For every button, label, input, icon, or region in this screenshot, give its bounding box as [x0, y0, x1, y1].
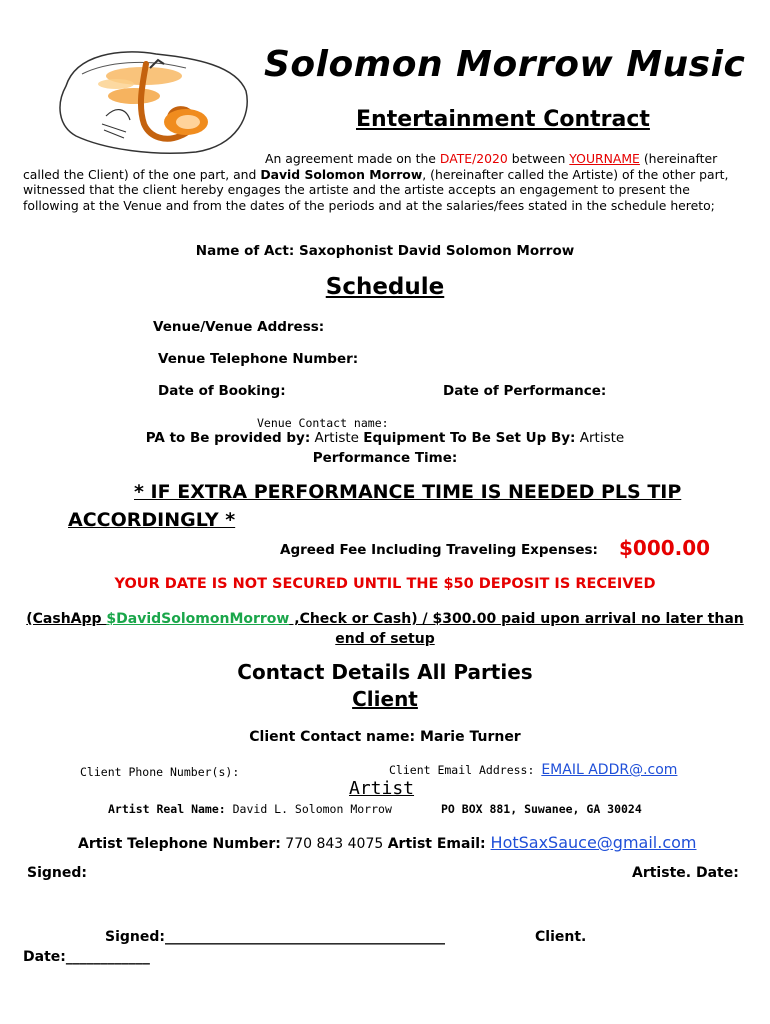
equipment-label: Equipment To Be Set Up By:	[363, 430, 576, 446]
intro-text-4: called the Client) of the one part, and	[23, 166, 261, 182]
cashapp-link[interactable]: $DavidSolomonMorrow	[106, 611, 290, 627]
intro-paragraph	[23, 151, 748, 213]
artist-real-name-line	[108, 802, 392, 816]
pa-equipment-line	[0, 430, 770, 446]
venue-contact-label: Venue Contact name:	[257, 416, 389, 430]
artist-heading: Artist	[349, 778, 415, 799]
artist-telephone-line	[78, 833, 697, 852]
artist-real-name-value: David L. Solomon Morrow	[232, 802, 392, 816]
payment-text-1: (CashApp	[26, 611, 107, 627]
venue-telephone-label: Venue Telephone Number:	[158, 351, 359, 367]
venue-address-label: Venue/Venue Address:	[153, 319, 325, 335]
date-of-booking-label: Date of Booking:	[158, 383, 286, 399]
intro-artist-name: David Solomon Morrow	[260, 166, 423, 182]
brand-title: Solomon Morrow Music	[264, 44, 746, 85]
deposit-notice: YOUR DATE IS NOT SECURED UNTIL THE $50 DEPOSIT IS RECEIVED	[114, 576, 656, 592]
intro-text-3: (hereinafter	[639, 151, 718, 166]
equipment-value: Artiste	[575, 430, 625, 446]
fee-label: Agreed Fee Including Traveling Expenses:	[280, 542, 598, 558]
intro-text-5: , (hereinafter called the Artiste) of the other part, witnessed that the client hereby engages the artiste and the artiste accepts an engagement to present the following at the Venue and from the dates of the periods and at the salaries/fees stated in the schedule hereto;	[23, 166, 729, 213]
contact-details-heading: Contact Details All Parties	[237, 660, 533, 684]
client-email-line	[389, 762, 677, 778]
artiste-date-label: Artiste. Date:	[632, 865, 739, 881]
tip-notice-line2: ACCORDINGLY *	[68, 509, 236, 531]
intro-text-1: An agreement made on the	[265, 151, 440, 166]
intro-text-2: between	[507, 151, 570, 166]
client-signature-line[interactable]: Signed:________________________________________	[105, 929, 445, 945]
client-email-label: Client Email Address:	[389, 763, 542, 777]
artist-email-label: Artist Email:	[387, 836, 491, 852]
intro-date-placeholder: DATE/2020	[439, 151, 508, 166]
fee-value: $000.00	[619, 536, 711, 560]
client-heading: Client	[352, 687, 418, 711]
pa-value: Artiste	[310, 430, 364, 446]
artist-real-name-label: Artist Real Name:	[108, 802, 233, 816]
client-contact-name: Client Contact name: Marie Turner	[249, 729, 521, 745]
act-name: Name of Act: Saxophonist David Solomon Morrow	[195, 243, 575, 259]
client-phone-label: Client Phone Number(s):	[80, 765, 240, 779]
payment-text-2: ,Check or Cash) / $300.00 paid upon arrival no later than end of setup	[289, 611, 744, 647]
artist-telephone-label: Artist Telephone Number:	[78, 836, 281, 852]
saxophone-logo-icon	[46, 46, 252, 156]
client-email-link[interactable]: EMAIL ADDR@.com	[541, 762, 678, 778]
date-of-performance-label: Date of Performance:	[443, 383, 607, 399]
contract-title: Entertainment Contract	[356, 107, 650, 132]
artist-telephone-value: 770 843 4075	[280, 836, 388, 852]
artist-address: PO BOX 881, Suwanee, GA 30024	[441, 802, 642, 816]
intro-name-placeholder: YOURNAME	[569, 151, 640, 166]
client-date-line[interactable]: Date:____________	[23, 949, 150, 965]
pa-label: PA to Be provided by:	[145, 430, 311, 446]
client-signature-label: Client.	[535, 929, 587, 945]
tip-notice-line1: * IF EXTRA PERFORMANCE TIME IS NEEDED PLS TIP	[134, 481, 682, 503]
artist-signed-label: Signed:	[27, 865, 87, 881]
artist-email-link[interactable]: HotSaxSauce@gmail.com	[490, 833, 697, 852]
performance-time-label: Performance Time:	[312, 450, 458, 466]
payment-terms	[24, 609, 746, 649]
schedule-heading: Schedule	[325, 274, 445, 300]
